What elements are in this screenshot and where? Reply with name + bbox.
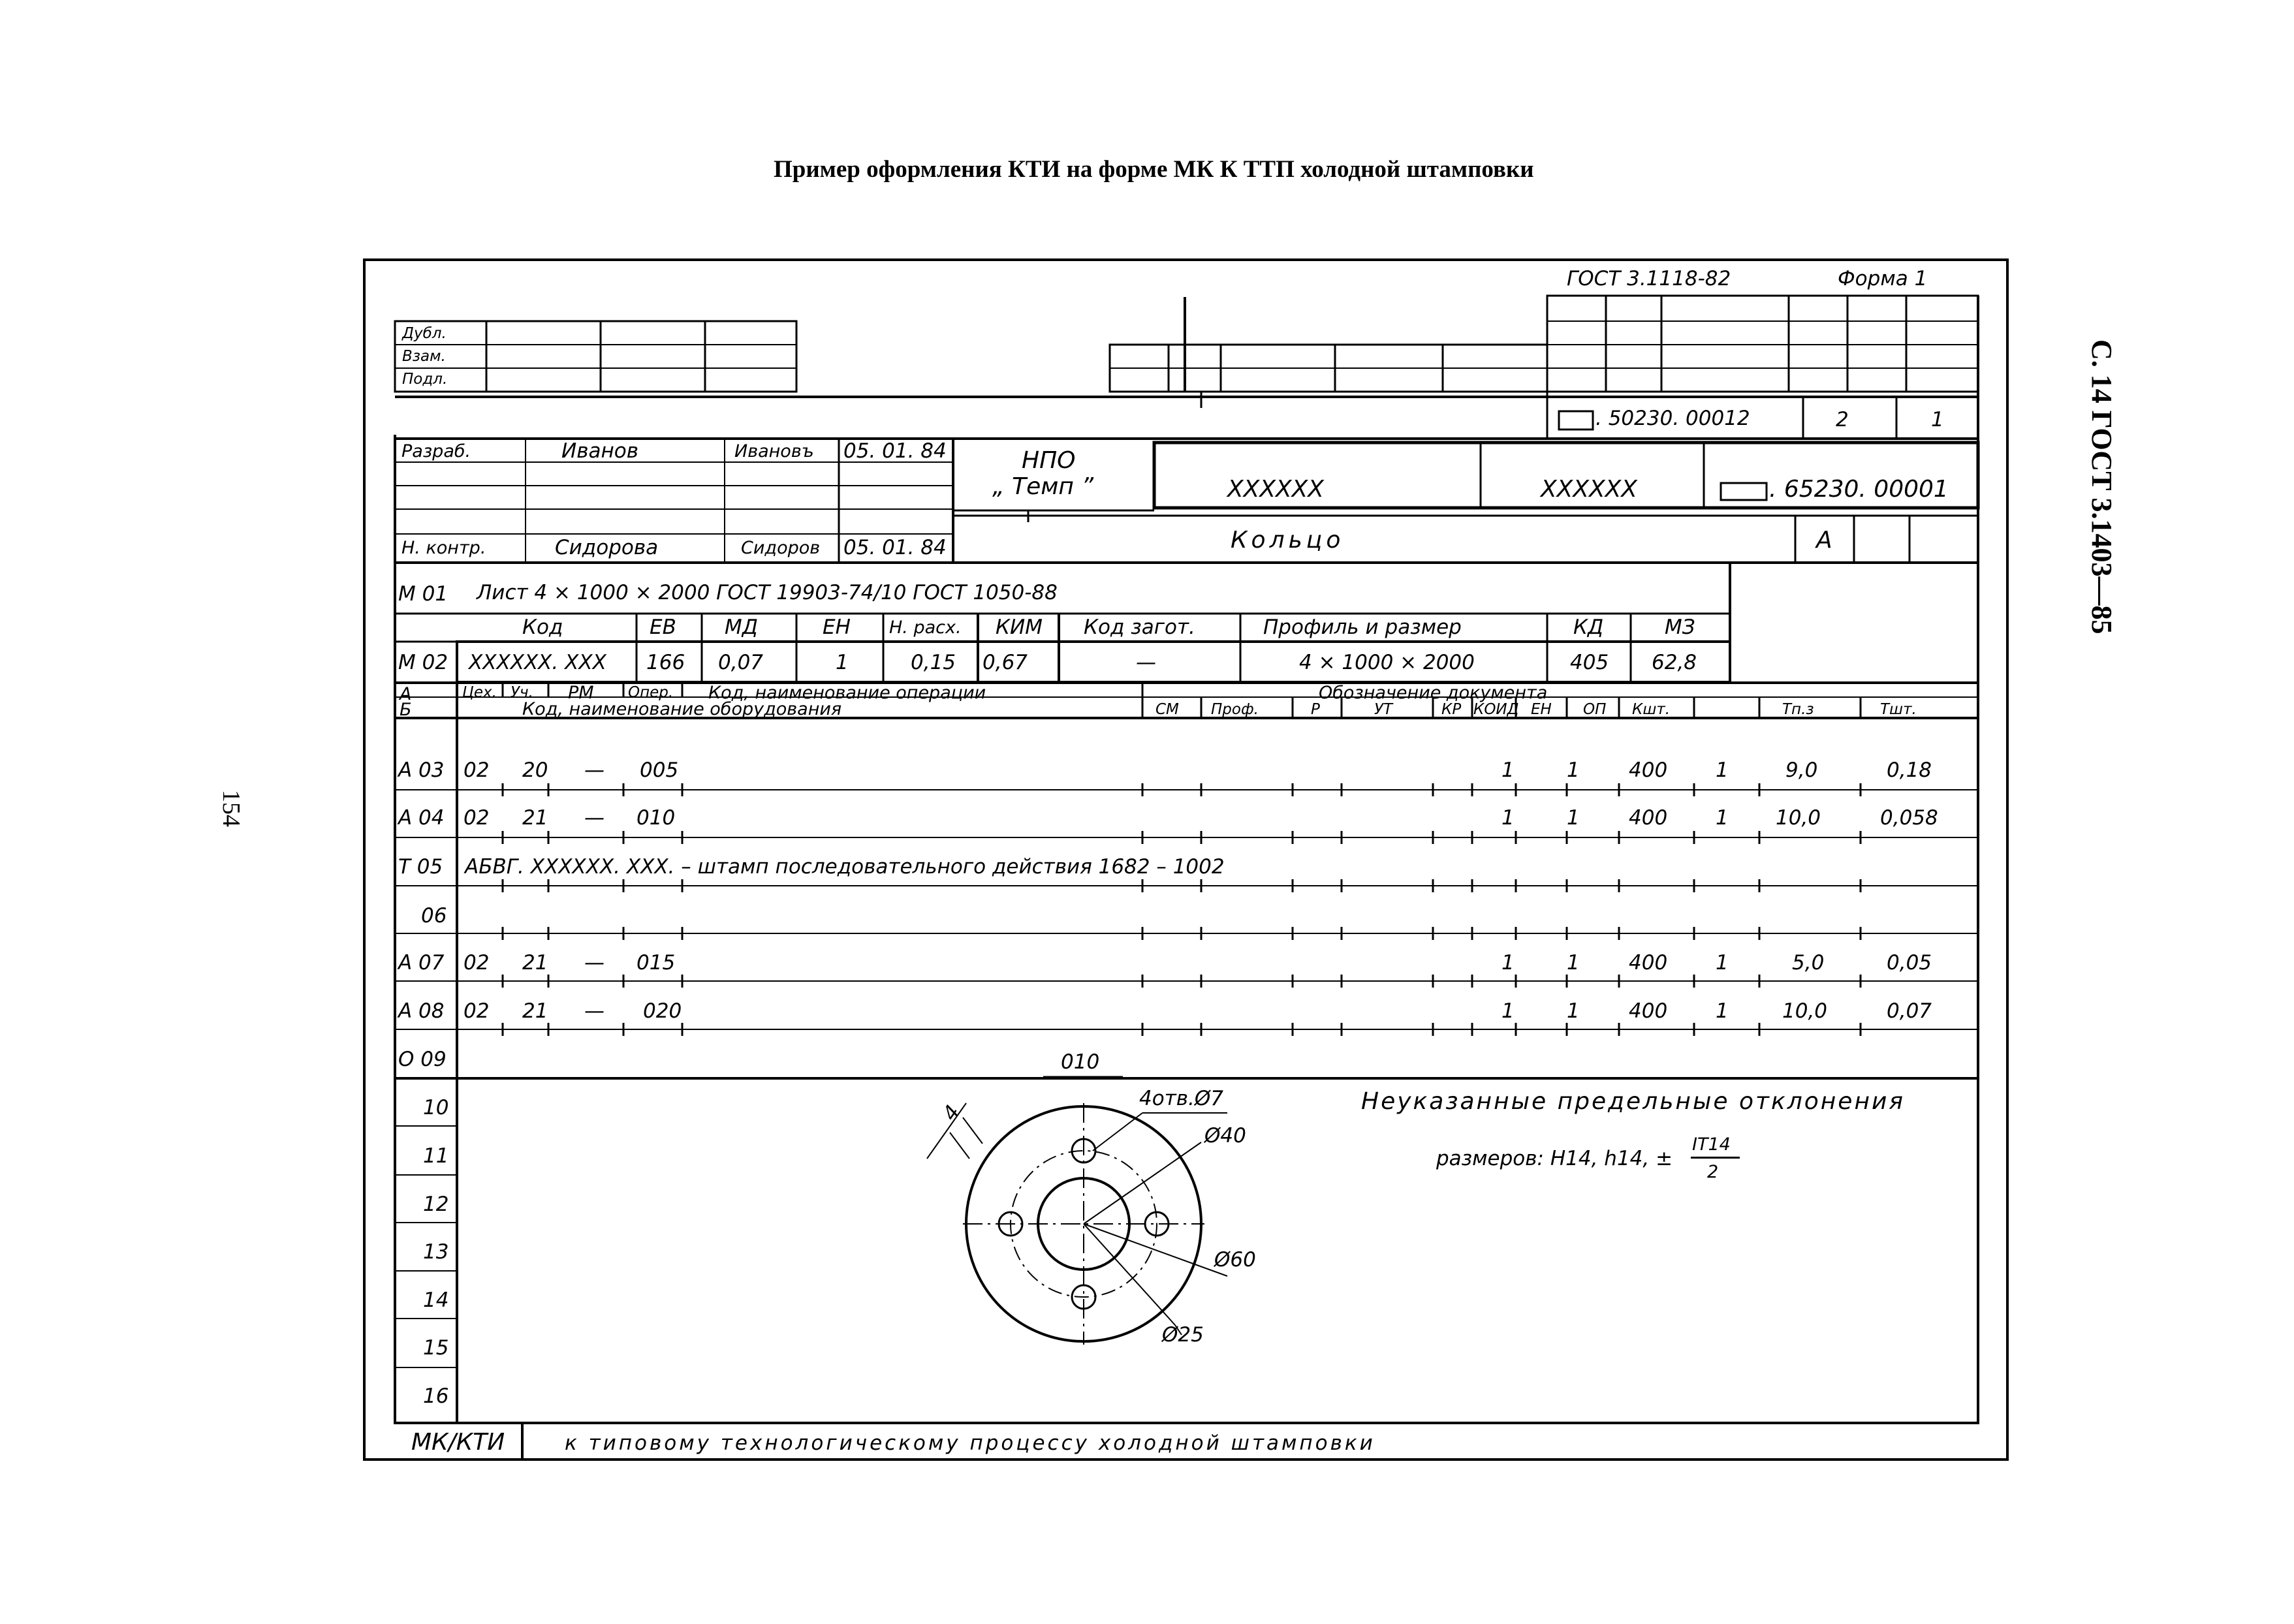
material-text: Лист 4 × 1000 × 2000 ГОСТ 19903-74/10 ГОСТ 1050-88 — [477, 581, 1058, 604]
hdr-ut: УТ — [1374, 701, 1393, 718]
op-kpc: 1 — [1716, 951, 1729, 975]
stamp-label-dubl: Дубл. — [402, 325, 447, 342]
op-tpz: 10,0 — [1776, 806, 1821, 830]
val-kd: 405 — [1570, 651, 1609, 674]
op-tpc: 0,07 — [1887, 999, 1932, 1023]
row-label-06: 06 — [421, 904, 447, 928]
row-label-13: 13 — [423, 1240, 449, 1264]
dim-holes: 4отв.Ø7 — [1139, 1087, 1223, 1110]
op-qty: 400 — [1629, 758, 1668, 782]
checker-date: 05. 01. 84 — [843, 536, 947, 559]
row-label-m02: М 02 — [398, 651, 448, 674]
hdr-tpc: Тшт. — [1880, 701, 1917, 718]
tool-row-label: Т 05 — [398, 855, 443, 879]
checker-label: Н. контр. — [401, 538, 486, 558]
val-ev: 166 — [646, 651, 685, 674]
dim-d60: Ø60 — [1214, 1248, 1256, 1272]
hdr-r: Р — [1311, 701, 1320, 718]
checker-name: Сидорова — [555, 536, 659, 559]
op-koid: 1 — [1501, 999, 1515, 1023]
row-label-11: 11 — [423, 1144, 449, 1168]
hdr-document: Обозначение документа — [1319, 683, 1548, 703]
op-tpc: 0,058 — [1880, 806, 1938, 830]
hdr-kd: КД — [1573, 616, 1604, 639]
hdr-prof: Проф. — [1211, 701, 1259, 718]
hdr-ev: ЕВ — [650, 616, 676, 639]
tolerance-fraction-top: IT14 — [1692, 1134, 1731, 1155]
val-kim: 0,67 — [982, 651, 1028, 674]
val-mz: 62,8 — [1652, 651, 1697, 674]
form-name: Форма 1 — [1838, 267, 1928, 290]
op-number: 005 — [640, 758, 679, 782]
hdr-op: ОП — [1583, 701, 1607, 718]
hdr-mz: МЗ — [1665, 616, 1695, 639]
val-en: 1 — [836, 651, 849, 674]
product-code-2: XXXXXX — [1541, 476, 1637, 503]
val-md: 0,07 — [718, 651, 764, 674]
sketch-operation-label: 010 — [1061, 1050, 1100, 1074]
part-sketch — [927, 1077, 1227, 1345]
developer-label: Разраб. — [401, 441, 471, 461]
op-koid: 1 — [1501, 758, 1515, 782]
op-kpc: 1 — [1716, 806, 1729, 830]
row-label-10: 10 — [423, 1096, 449, 1119]
row-label-14: 14 — [423, 1288, 449, 1312]
checker-signature: Сидоров — [741, 538, 821, 558]
op-section: 21 — [522, 999, 548, 1023]
val-kod: XXXXXX. XXX — [469, 651, 606, 674]
tolerance-fraction-bottom: 2 — [1707, 1162, 1719, 1182]
row-label-a: А — [400, 684, 412, 704]
hdr-profile: Профиль и размер — [1263, 616, 1462, 639]
row-label-12: 12 — [423, 1193, 449, 1216]
stamp-label-podl: Подл. — [402, 371, 448, 388]
hdr-kpc: Кшт. — [1632, 701, 1671, 718]
op-shop: 02 — [464, 758, 490, 782]
hdr-equipment: Код, наименование оборудования — [522, 699, 842, 719]
op-tpc: 0,05 — [1887, 951, 1932, 975]
op-en: 1 — [1567, 806, 1580, 830]
hdr-section: Уч. — [511, 684, 533, 701]
tool-text: АБВГ. XXXXXX. XXX. – штамп последовательного действия 1682 – 1002 — [465, 855, 1225, 879]
dim-d25: Ø25 — [1162, 1323, 1204, 1347]
row-label-15: 15 — [423, 1336, 449, 1360]
document-code: . 50230. 00012 — [1595, 407, 1750, 430]
op-qty: 400 — [1629, 999, 1668, 1023]
op-kpc: 1 — [1716, 999, 1729, 1023]
op-tpz: 5,0 — [1792, 951, 1825, 975]
op-tpz: 10,0 — [1782, 999, 1828, 1023]
op-row-label: А 03 — [398, 758, 445, 782]
standard-label: ГОСТ 3.1118-82 — [1567, 267, 1731, 290]
hdr-operation: Опер. — [628, 684, 674, 701]
op-number: 015 — [636, 951, 676, 975]
val-norm: 0,15 — [911, 651, 956, 674]
footer-form-code: МК/КТИ — [411, 1429, 505, 1456]
product-code-1: XXXXXX — [1227, 476, 1324, 503]
dim-4: 4 — [938, 1101, 965, 1125]
val-blank-code: — — [1136, 651, 1156, 674]
hdr-kr: КР — [1441, 701, 1462, 718]
hdr-tpz: Тп.з — [1782, 701, 1814, 718]
document-letter: А — [1816, 527, 1832, 554]
op-row-label: А 04 — [398, 806, 445, 830]
sheet-number: 1 — [1931, 408, 1944, 431]
tolerance-note-line2: размеров: Н14, h14, ± — [1436, 1147, 1673, 1170]
val-profile: 4 × 1000 × 2000 — [1299, 651, 1475, 674]
product-designation: . 65230. 00001 — [1769, 476, 1949, 503]
page-number: 154 — [217, 790, 245, 827]
op-section: 21 — [522, 806, 548, 830]
developer-signature: Ивановъ — [734, 441, 814, 461]
row-label-b: Б — [400, 700, 412, 720]
op-koid: 1 — [1501, 806, 1515, 830]
dim-d40: Ø40 — [1204, 1124, 1246, 1148]
stamp-label-vzam: Взам. — [402, 348, 446, 365]
standard-page-code: С. 14 ГОСТ 3.1403—85 — [2086, 339, 2118, 634]
op-qty: 400 — [1629, 806, 1668, 830]
row-label-m01: М 01 — [398, 582, 448, 606]
op-row-label: А 08 — [398, 999, 445, 1023]
hdr-sm: СМ — [1155, 701, 1179, 718]
row-label-16: 16 — [423, 1384, 449, 1408]
hdr-operation-name: Код, наименование операции — [708, 683, 986, 703]
op-tpz: 9,0 — [1785, 758, 1818, 782]
op-shop: 02 — [464, 951, 490, 975]
op-workplace: — — [584, 758, 605, 782]
hdr-kim: КИМ — [996, 616, 1043, 639]
page-title: Пример оформления КТИ на форме МК К ТТП холодной штамповки — [774, 156, 1534, 183]
organization-line2: „ Темп ” — [992, 473, 1094, 500]
hdr-kod: Код — [522, 616, 563, 639]
op-kpc: 1 — [1716, 758, 1729, 782]
op-number: 010 — [636, 806, 676, 830]
footer-process-text: к типовому технологическому процессу холодной штамповки — [565, 1431, 1375, 1455]
op-section: 20 — [522, 758, 548, 782]
developer-date: 05. 01. 84 — [843, 439, 947, 463]
op-number: 020 — [643, 999, 682, 1023]
op-workplace: — — [584, 806, 605, 830]
op-qty: 400 — [1629, 951, 1668, 975]
op-en: 1 — [1567, 758, 1580, 782]
hdr-en2: ЕН — [1531, 701, 1552, 718]
hdr-workplace: РМ — [568, 683, 594, 703]
sheets-total: 2 — [1836, 408, 1849, 431]
row-label-09: О 09 — [398, 1048, 447, 1071]
op-koid: 1 — [1501, 951, 1515, 975]
organization-line1: НПО — [1022, 447, 1076, 474]
hdr-en: ЕН — [823, 616, 851, 639]
hdr-blank-code: Код загот. — [1084, 616, 1195, 639]
op-shop: 02 — [464, 999, 490, 1023]
developer-name: Иванов — [561, 439, 638, 463]
op-shop: 02 — [464, 806, 490, 830]
product-name: Кольцо — [1231, 527, 1345, 554]
hdr-norm: Н. расх. — [889, 617, 962, 638]
hdr-koid: КОИД — [1473, 701, 1519, 718]
op-row-label: А 07 — [398, 951, 445, 975]
op-workplace: — — [584, 999, 605, 1023]
hdr-md: МД — [725, 616, 758, 639]
op-en: 1 — [1567, 951, 1580, 975]
op-en: 1 — [1567, 999, 1580, 1023]
op-workplace: — — [584, 951, 605, 975]
fraction-bar — [1691, 1157, 1740, 1159]
op-tpc: 0,18 — [1887, 758, 1932, 782]
op-section: 21 — [522, 951, 548, 975]
stamp-block — [395, 321, 796, 392]
tolerance-note-line1: Неуказанные предельные отклонения — [1361, 1088, 1906, 1115]
hdr-shop: Цех. — [462, 684, 497, 701]
